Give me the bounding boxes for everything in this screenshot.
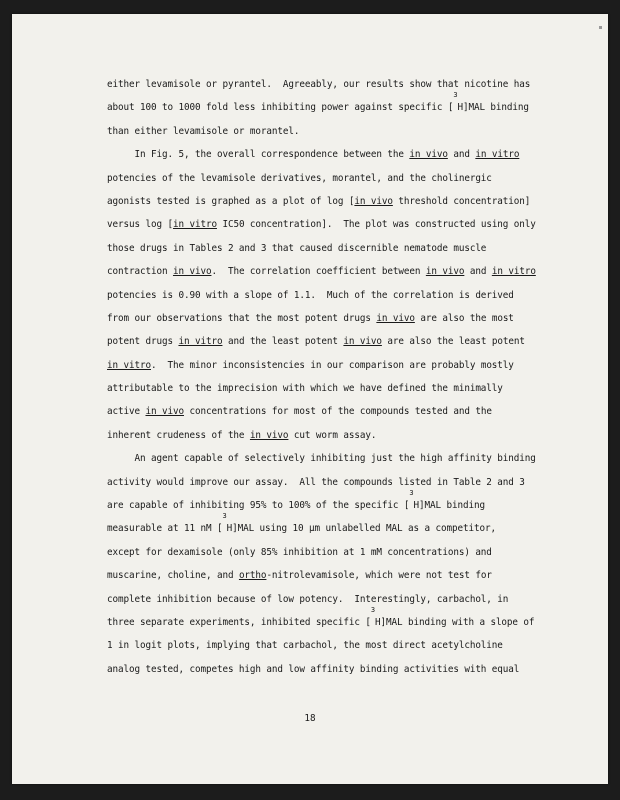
text-run: either levamisole or pyrantel. Agreeably, our results show that nicotine has <box>107 79 531 90</box>
text-run: measurable at 11 nM [ <box>107 523 223 535</box>
text-line <box>107 190 567 213</box>
text-run: . The minor inconsistencies in our comparison are probably mostly <box>150 359 514 371</box>
text-run: contraction <box>107 266 173 278</box>
text-run: potencies of the levamisole derivatives, morantel, and the cholinergic <box>107 172 492 184</box>
text-run: agonists tested is graphed as a plot of log [ <box>107 195 355 207</box>
underlined-term: in vivo <box>425 266 465 278</box>
text-line <box>107 471 567 494</box>
text-run: attributable to the imprecision with which we have defined the minimally <box>107 383 503 395</box>
underlined-term: in vitro <box>475 149 520 161</box>
superscript: 3 <box>370 605 375 614</box>
text-run: concentrations for most of the compounds tested and the <box>183 406 492 418</box>
superscript: 3 <box>453 91 458 100</box>
text-run: versus log [ <box>107 219 173 231</box>
text-line <box>107 284 567 307</box>
text-run: inherent crudeness of the <box>107 429 250 441</box>
text-run: H]MAL using 10 µm unlabelled MAL as a competitor, <box>226 523 496 535</box>
text-run: IC50 concentration]. The plot was constructed using only <box>216 219 536 231</box>
text-line <box>107 377 567 400</box>
underlined-term: in vitro <box>172 219 217 231</box>
document-page <box>12 14 608 784</box>
underlined-term: ortho <box>238 570 267 582</box>
text-line <box>107 260 567 283</box>
text-line <box>107 91 567 119</box>
text-run: activity would improve our assay. All the compounds listed in Table 2 and 3 <box>107 476 525 488</box>
text-line <box>107 73 567 96</box>
text-run: from our observations that the most potent drugs <box>107 312 377 324</box>
underlined-term: in vivo <box>249 429 289 441</box>
text-run: In Fig. 5, the overall correspondence between the <box>107 149 410 161</box>
text-run: those drugs in Tables 2 and 3 that caused discernible nematode muscle <box>107 242 487 254</box>
text-run: -nitrolevamisole, which were not test for <box>266 570 492 582</box>
superscript: 3 <box>222 512 227 521</box>
text-run: about 100 to 1000 fold less inhibiting power against specific [ <box>107 102 454 114</box>
text-line <box>107 512 567 540</box>
text-run: complete inhibition because of low potency. Interestingly, carbachol, in <box>107 593 509 605</box>
text-run: 1 in logit plots, implying that carbachol, the most direct acetylcholine <box>107 640 503 652</box>
text-line <box>107 541 567 564</box>
text-run: are also the most <box>414 312 514 324</box>
text-line <box>107 120 567 143</box>
text-run: active <box>107 406 146 418</box>
text-line <box>107 489 567 517</box>
text-run: cut worm assay. <box>288 429 377 441</box>
page-number: 18 <box>304 713 316 724</box>
underlined-term: in vivo <box>409 149 448 161</box>
text-run: An agent capable of selectively inhibiting just the high affinity binding <box>107 453 536 465</box>
text-line <box>107 447 567 470</box>
underlined-term: in vivo <box>172 266 212 278</box>
text-line <box>107 400 567 423</box>
text-run: are capable of inhibiting 95% to 100% of the specific [ <box>107 500 410 512</box>
text-line <box>107 167 567 190</box>
text-line <box>107 143 567 166</box>
underlined-term: in vivo <box>376 312 415 324</box>
text-run: analog tested, competes high and low affinity binding activities with equal <box>107 663 520 675</box>
text-line <box>107 354 567 377</box>
text-run: potencies is 0.90 with a slope of 1.1. Much of the correlation is derived <box>107 289 514 301</box>
underlined-term: in vivo <box>343 336 382 348</box>
text-run: H]MAL binding with a slope of <box>375 616 535 628</box>
text-run: . The correlation coefficient between <box>211 266 426 278</box>
underlined-term: in vivo <box>354 195 393 207</box>
text-line <box>107 237 567 260</box>
text-line <box>107 658 567 681</box>
text-line <box>107 588 567 611</box>
text-run: threshold concentration] <box>392 195 531 207</box>
text-line <box>107 307 567 330</box>
text-line <box>107 330 567 353</box>
text-run: H]MAL binding <box>457 102 529 114</box>
scan-mark <box>599 26 602 29</box>
text-run: and the least potent <box>222 336 344 348</box>
underlined-term: in vitro <box>491 266 536 278</box>
text-run: potent drugs <box>107 336 179 348</box>
body-text <box>107 73 567 681</box>
text-run: are also the least potent <box>381 336 525 348</box>
text-line <box>107 564 567 587</box>
text-run: and <box>464 266 492 278</box>
text-run: and <box>447 149 476 161</box>
text-run: than either levamisole or morantel. <box>107 125 300 137</box>
text-line <box>107 634 567 657</box>
text-line <box>107 605 567 634</box>
superscript: 3 <box>409 489 414 498</box>
underlined-term: in vivo <box>145 406 184 418</box>
text-run: H]MAL binding <box>413 500 485 512</box>
text-line <box>107 424 567 447</box>
text-run: except for dexamisole (only 85% inhibition at 1 mM concentrations) and <box>107 546 492 558</box>
underlined-term: in vitro <box>107 359 151 371</box>
underlined-term: in vitro <box>178 336 223 348</box>
text-run: three separate experiments, inhibited specific [ <box>107 616 371 628</box>
text-line <box>107 213 567 236</box>
text-run: muscarine, choline, and <box>107 570 239 582</box>
